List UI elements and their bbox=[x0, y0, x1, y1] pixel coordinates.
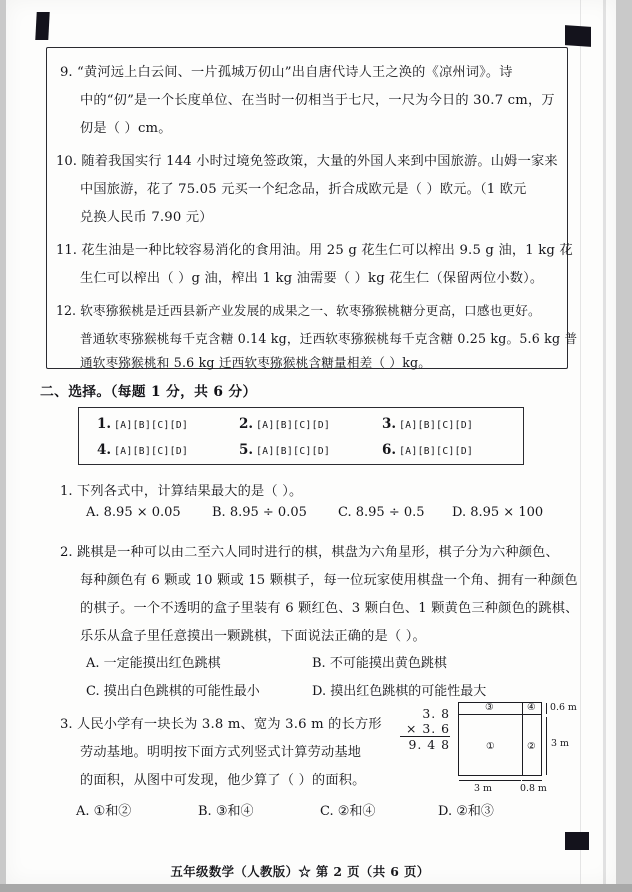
answer-cell-4-options[interactable]: [A][B][C][D] bbox=[114, 446, 189, 457]
multiplicand: 3. 8 bbox=[422, 706, 450, 721]
mc-question-1-text: 下列各式中，计算结果最大的是（ ）。 bbox=[77, 484, 303, 499]
mc-question-2-text-3: 的棋子。一个不透明的盒子里装有 6 颗红色、3 颗白色、1 颗黄色三种颜色的跳棋、 bbox=[80, 601, 579, 616]
question-11-line-2 bbox=[80, 264, 543, 294]
answer-cell-4-index: 4. bbox=[97, 442, 112, 458]
registration-mark-top-left bbox=[35, 12, 49, 40]
answer-cell-4[interactable] bbox=[97, 442, 188, 458]
mc-question-2-line-4 bbox=[80, 622, 426, 652]
question-9-text-2: 中的“仞”是一个长度单位、在当时一仞相当于七尺，一尺为今日的 30.7 cm，万 bbox=[80, 93, 555, 108]
vertical-multiplication bbox=[398, 706, 450, 752]
mc-question-2-text-1: 跳棋是一种可以由二至六人同时进行的棋，棋盘为六角星形，棋子分为六种颜色、 bbox=[77, 545, 559, 560]
mc-q2-choice-c[interactable]: C. 摸出白色跳棋的可能性最小 bbox=[86, 684, 260, 699]
question-10-line-1 bbox=[56, 147, 558, 177]
mc-question-3-number: 3. bbox=[60, 717, 73, 732]
scan-edge-line-outer bbox=[603, 0, 606, 884]
mc-q1-choice-a[interactable]: A. 8.95 × 0.05 bbox=[86, 505, 181, 520]
question-10-line-2 bbox=[80, 175, 527, 205]
question-9-text-3: 仞是（ ）cm。 bbox=[80, 121, 172, 136]
question-3-figure bbox=[398, 702, 577, 800]
mc-question-2-number: 2. bbox=[60, 545, 73, 560]
question-12-text-3: 通软枣猕猴桃和 5.6 kg 迁西软枣猕猴桃含糖量相差（ ）kg。 bbox=[80, 355, 432, 370]
mc-question-2-line-1 bbox=[60, 538, 559, 568]
dim-3m-width: 3 m bbox=[474, 783, 492, 794]
question-11-text-1: 花生油是一种比较容易消化的食用油。用 25 g 花生仁可以榨出 9.5 g 油，1 kg 花 bbox=[81, 243, 573, 258]
mc-question-3-line-3 bbox=[80, 766, 366, 796]
answer-cell-2[interactable] bbox=[239, 416, 330, 432]
horizontal-divider bbox=[459, 714, 541, 715]
vertical-divider bbox=[522, 703, 523, 775]
mc-question-3-text-1: 人民小学有一块长为 3.8 m、宽为 3.6 m 的长方形 bbox=[77, 717, 382, 732]
answer-cell-3-index: 3. bbox=[382, 416, 397, 432]
region-label-3: ③ bbox=[485, 702, 494, 713]
question-10-text-2: 中国旅游，花了 75.05 元买一个纪念品，折合成欧元是（ ）欧元。（1 欧元 bbox=[80, 182, 527, 197]
answer-cell-6-options[interactable]: [A][B][C][D] bbox=[399, 446, 474, 457]
question-9-line-3 bbox=[80, 114, 172, 144]
mc-question-3-line-2 bbox=[80, 738, 361, 768]
question-12-text-2: 普通软枣猕猴桃每千克含糖 0.14 kg，迁西软枣猕猴桃每千克含糖 0.25 kg。5.6 kg 普 bbox=[80, 331, 578, 346]
mc-q3-choice-a[interactable]: A. ①和② bbox=[76, 804, 132, 819]
question-9-line-1 bbox=[60, 58, 513, 88]
question-12-line-3 bbox=[80, 348, 431, 378]
mc-q1-choice-c[interactable]: C. 8.95 ÷ 0.5 bbox=[338, 505, 425, 520]
mc-question-1-stem bbox=[60, 477, 302, 507]
dim-line-bottom-right-horizontal bbox=[522, 780, 542, 781]
dim-0point6m: 0.6 m bbox=[550, 702, 577, 713]
scan-bottom-band bbox=[0, 884, 632, 892]
question-12-number: 12. bbox=[56, 303, 77, 318]
question-12-line-1 bbox=[56, 296, 541, 326]
answer-cell-2-index: 2. bbox=[239, 416, 254, 432]
mc-question-1-number: 1. bbox=[60, 484, 73, 499]
mc-q3-choice-d[interactable]: D. ②和③ bbox=[438, 804, 494, 819]
scan-edge-line bbox=[580, 0, 581, 884]
mc-q1-choice-d[interactable]: D. 8.95 × 100 bbox=[452, 505, 544, 520]
question-10-text-3: 兑换人民币 7.90 元） bbox=[80, 210, 213, 225]
answer-cell-6[interactable] bbox=[382, 442, 473, 458]
answer-cell-1[interactable] bbox=[97, 416, 188, 432]
mc-q3-choice-c[interactable]: C. ②和④ bbox=[320, 804, 376, 819]
registration-mark-top-right bbox=[565, 25, 591, 47]
multiplier: × 3. 6 bbox=[406, 721, 450, 736]
area-model-rectangle bbox=[458, 702, 542, 776]
mc-q1-choice-b[interactable]: B. 8.95 ÷ 0.05 bbox=[212, 505, 307, 520]
question-9-line-2 bbox=[80, 86, 555, 116]
answer-cell-5-index: 5. bbox=[239, 442, 254, 458]
mc-q3-choice-b[interactable]: B. ③和④ bbox=[198, 804, 254, 819]
region-label-1: ① bbox=[486, 741, 495, 752]
answer-cell-1-index: 1. bbox=[97, 416, 112, 432]
dim-line-top-right-vertical bbox=[546, 703, 547, 714]
question-9-text-1: “黄河远上白云间、一片孤城万仞山”出自唐代诗人王之涣的《凉州词》。诗 bbox=[77, 65, 513, 80]
answer-cell-5-options[interactable]: [A][B][C][D] bbox=[256, 446, 331, 457]
mc-question-2-line-3 bbox=[80, 594, 579, 624]
answer-cell-3[interactable] bbox=[382, 416, 473, 432]
registration-mark-bottom-right bbox=[565, 832, 589, 850]
multiple-choice-answer-grid[interactable] bbox=[78, 407, 524, 465]
page-footer: 五年级数学（人教版）☆ 第 2 页（共 6 页） bbox=[170, 864, 430, 879]
dim-3m-height: 3 m bbox=[551, 738, 569, 749]
question-11-line-1 bbox=[56, 236, 573, 266]
mc-question-2-text-4: 乐乐从盒子里任意摸出一颗跳棋，下面说法正确的是（ ）。 bbox=[80, 629, 426, 644]
region-label-2: ② bbox=[527, 741, 536, 752]
mc-q2-choice-b[interactable]: B. 不可能摸出黄色跳棋 bbox=[312, 656, 447, 671]
question-11-number: 11. bbox=[56, 243, 77, 258]
mc-question-3-line-1 bbox=[60, 710, 382, 740]
product: 9. 4 8 bbox=[408, 737, 450, 752]
section-two-heading: 二、选择。（每题 1 分，共 6 分） bbox=[40, 384, 257, 400]
mc-question-2-line-2 bbox=[80, 566, 578, 596]
question-10-number: 10. bbox=[56, 154, 77, 169]
dim-line-bottom-left-horizontal bbox=[459, 780, 521, 781]
mc-question-3-text-2: 劳动基地。明明按下面方式列竖式计算劳动基地 bbox=[80, 745, 362, 760]
mc-q2-choice-a[interactable]: A. 一定能摸出红色跳棋 bbox=[86, 656, 221, 671]
answer-cell-6-index: 6. bbox=[382, 442, 397, 458]
question-9-number: 9. bbox=[60, 65, 73, 80]
answer-cell-3-options[interactable]: [A][B][C][D] bbox=[399, 420, 474, 431]
answer-cell-5[interactable] bbox=[239, 442, 330, 458]
mc-question-2-text-2: 每种颜色有 6 颗或 10 颗或 15 颗棋子，每一位玩家使用棋盘一个角、拥有一种颜色 bbox=[80, 573, 578, 588]
mc-question-3-text-3: 的面积，从图中可发现，他少算了（ ）的面积。 bbox=[80, 773, 366, 788]
question-12-text-1: 软枣猕猴桃是迁西县新产业发展的成果之一、软枣猕猴桃糖分更高，口感也更好。 bbox=[80, 303, 541, 318]
answer-cell-1-options[interactable]: [A][B][C][D] bbox=[114, 420, 189, 431]
dim-0point8m: 0.8 m bbox=[520, 783, 547, 794]
answer-cell-2-options[interactable]: [A][B][C][D] bbox=[256, 420, 331, 431]
region-label-4: ④ bbox=[527, 702, 536, 713]
question-11-text-2: 生仁可以榨出（ ）g 油，榨出 1 kg 油需要（ ）kg 花生仁（保留两位小数）。 bbox=[80, 271, 544, 286]
question-10-line-3 bbox=[80, 203, 213, 233]
question-10-text-1: 随着我国实行 144 小时过境免签政策，大量的外国人来到中国旅游。山姆一家来 bbox=[81, 154, 558, 169]
mc-q2-choice-d[interactable]: D. 摸出红色跳棋的可能性最大 bbox=[312, 684, 487, 699]
dim-line-right-vertical bbox=[546, 717, 547, 775]
